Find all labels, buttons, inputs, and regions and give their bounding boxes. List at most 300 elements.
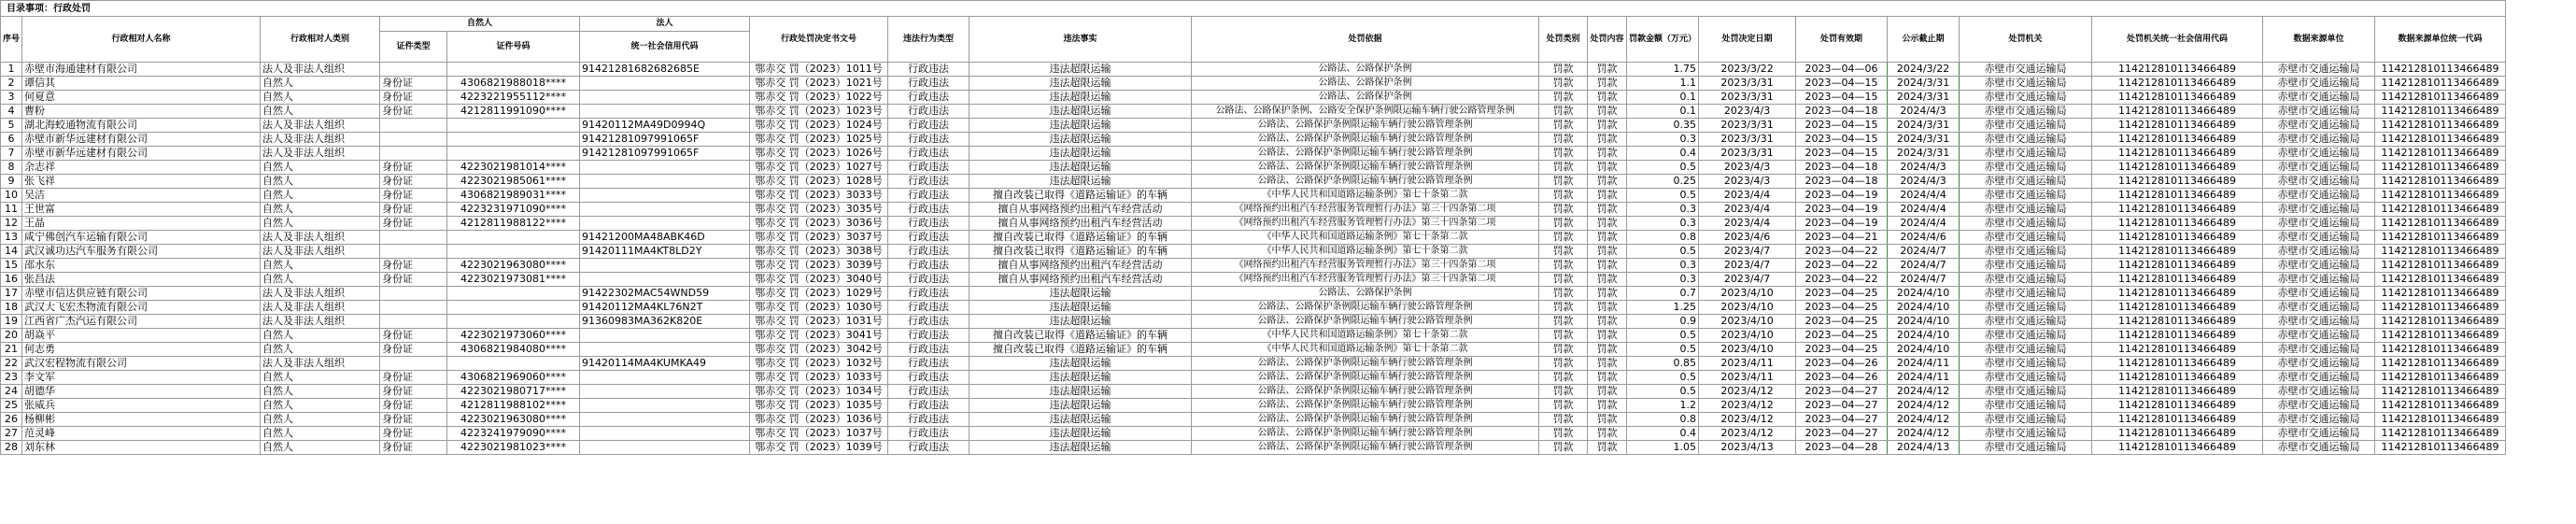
cell-valid-until[interactable]: 2023—04—15 (1796, 119, 1888, 133)
cell-authority[interactable]: 赤壁市交通运输局 (1960, 63, 2092, 77)
cell-id-type[interactable] (380, 357, 447, 371)
cell-authority-code[interactable]: 114212810113466489 (2092, 63, 2263, 77)
cell-public-deadline[interactable]: 2024/4/12 (1888, 413, 1960, 427)
cell-public-deadline[interactable]: 2024/4/3 (1888, 105, 1960, 119)
cell-fine-amount[interactable]: 0.5 (1627, 329, 1699, 343)
cell-violation-type[interactable]: 行政违法 (888, 259, 970, 273)
cell-decision-date[interactable]: 2023/4/6 (1699, 231, 1796, 245)
cell-authority[interactable]: 赤壁市交通运输局 (1960, 315, 2092, 329)
cell-fine-amount[interactable]: 0.35 (1627, 119, 1699, 133)
cell-basis[interactable]: 公路法、公路保护条例限运输车辆行驶公路管理条例 (1192, 147, 1539, 161)
cell-source-code[interactable]: 114212810113466489 (2375, 427, 2506, 441)
cell-valid-until[interactable]: 2023—04—15 (1796, 147, 1888, 161)
cell-penalty-category[interactable]: 罚款 (1539, 301, 1588, 315)
cell-party-type[interactable]: 自然人 (261, 441, 380, 455)
cell-seq[interactable]: 28 (1, 441, 22, 455)
cell-violation-type[interactable]: 行政违法 (888, 231, 970, 245)
cell-id-number[interactable]: 4306821984080**** (447, 343, 580, 357)
cell-party-type[interactable]: 自然人 (261, 399, 380, 413)
cell-authority-code[interactable]: 114212810113466489 (2092, 315, 2263, 329)
cell-seq[interactable]: 8 (1, 161, 22, 175)
cell-penalty-content[interactable]: 罚款 (1588, 315, 1627, 329)
cell-party-name[interactable]: 刘东林 (22, 441, 261, 455)
cell-id-type[interactable] (380, 231, 447, 245)
cell-penalty-category[interactable]: 罚款 (1539, 371, 1588, 385)
cell-party-type[interactable]: 自然人 (261, 217, 380, 231)
cell-id-number[interactable]: 4223241979090**** (447, 427, 580, 441)
cell-violation-fact[interactable]: 违法超限运输 (970, 399, 1192, 413)
cell-fine-amount[interactable]: 0.4 (1627, 427, 1699, 441)
cell-source-unit[interactable]: 赤壁市交通运输局 (2263, 329, 2375, 343)
cell-decision-no[interactable]: 鄂赤交 罚（2023）1023号 (750, 105, 888, 119)
cell-penalty-category[interactable]: 罚款 (1539, 287, 1588, 301)
cell-violation-type[interactable]: 行政违法 (888, 371, 970, 385)
cell-party-name[interactable]: 张昌法 (22, 273, 261, 287)
cell-violation-type[interactable]: 行政违法 (888, 301, 970, 315)
cell-source-code[interactable]: 114212810113466489 (2375, 371, 2506, 385)
cell-seq[interactable]: 14 (1, 245, 22, 259)
cell-penalty-category[interactable]: 罚款 (1539, 357, 1588, 371)
cell-id-number[interactable]: 4223021985061**** (447, 175, 580, 189)
cell-id-number[interactable] (447, 147, 580, 161)
cell-decision-no[interactable]: 鄂赤交 罚（2023）1030号 (750, 301, 888, 315)
cell-authority[interactable]: 赤壁市交通运输局 (1960, 91, 2092, 105)
cell-source-unit[interactable]: 赤壁市交通运输局 (2263, 357, 2375, 371)
cell-violation-fact[interactable]: 违法超限运输 (970, 427, 1192, 441)
cell-source-unit[interactable]: 赤壁市交通运输局 (2263, 287, 2375, 301)
cell-source-code[interactable]: 114212810113466489 (2375, 175, 2506, 189)
cell-violation-type[interactable]: 行政违法 (888, 119, 970, 133)
cell-party-type[interactable]: 法人及非法人组织 (261, 245, 380, 259)
cell-authority-code[interactable]: 114212810113466489 (2092, 105, 2263, 119)
cell-decision-no[interactable]: 鄂赤交 罚（2023）1031号 (750, 315, 888, 329)
cell-fine-amount[interactable]: 0.8 (1627, 231, 1699, 245)
cell-fine-amount[interactable]: 1.75 (1627, 63, 1699, 77)
cell-decision-date[interactable]: 2023/4/4 (1699, 217, 1796, 231)
cell-basis[interactable]: 《网络预约出租汽车经营服务管理暂行办法》第三十四条第二项 (1192, 259, 1539, 273)
cell-source-code[interactable]: 114212810113466489 (2375, 63, 2506, 77)
cell-credit-code[interactable] (580, 217, 750, 231)
cell-decision-date[interactable]: 2023/3/31 (1699, 147, 1796, 161)
cell-party-type[interactable]: 自然人 (261, 175, 380, 189)
cell-decision-date[interactable]: 2023/4/12 (1699, 413, 1796, 427)
cell-party-name[interactable]: 武汉宏程物流有限公司 (22, 357, 261, 371)
cell-penalty-category[interactable]: 罚款 (1539, 315, 1588, 329)
cell-valid-until[interactable]: 2023—04—28 (1796, 441, 1888, 455)
cell-fine-amount[interactable]: 0.5 (1627, 189, 1699, 203)
cell-valid-until[interactable]: 2023—04—26 (1796, 357, 1888, 371)
cell-decision-date[interactable]: 2023/4/3 (1699, 161, 1796, 175)
cell-valid-until[interactable]: 2023—04—22 (1796, 259, 1888, 273)
cell-source-unit[interactable]: 赤壁市交通运输局 (2263, 371, 2375, 385)
cell-party-name[interactable]: 邵水东 (22, 259, 261, 273)
cell-penalty-category[interactable]: 罚款 (1539, 133, 1588, 147)
cell-decision-date[interactable]: 2023/4/3 (1699, 175, 1796, 189)
cell-decision-no[interactable]: 鄂赤交 罚（2023）1011号 (750, 63, 888, 77)
cell-id-type[interactable]: 身份证 (380, 259, 447, 273)
cell-valid-until[interactable]: 2023—04—26 (1796, 371, 1888, 385)
cell-id-number[interactable]: 4223231971090**** (447, 203, 580, 217)
cell-id-number[interactable]: 4223021980717**** (447, 385, 580, 399)
cell-credit-code[interactable] (580, 203, 750, 217)
cell-decision-date[interactable]: 2023/4/10 (1699, 343, 1796, 357)
cell-source-unit[interactable]: 赤壁市交通运输局 (2263, 161, 2375, 175)
cell-basis[interactable]: 公路法、公路保护条例限运输车辆行驶公路管理条例 (1192, 119, 1539, 133)
cell-penalty-category[interactable]: 罚款 (1539, 329, 1588, 343)
cell-public-deadline[interactable]: 2024/4/3 (1888, 175, 1960, 189)
cell-decision-no[interactable]: 鄂赤交 罚（2023）1028号 (750, 175, 888, 189)
cell-authority[interactable]: 赤壁市交通运输局 (1960, 119, 2092, 133)
cell-authority[interactable]: 赤壁市交通运输局 (1960, 441, 2092, 455)
cell-id-type[interactable]: 身份证 (380, 189, 447, 203)
cell-fine-amount[interactable]: 0.5 (1627, 385, 1699, 399)
cell-penalty-content[interactable]: 罚款 (1588, 231, 1627, 245)
cell-penalty-content[interactable]: 罚款 (1588, 245, 1627, 259)
cell-source-unit[interactable]: 赤壁市交通运输局 (2263, 259, 2375, 273)
cell-id-type[interactable] (380, 245, 447, 259)
cell-decision-no[interactable]: 鄂赤交 罚（2023）3042号 (750, 343, 888, 357)
cell-valid-until[interactable]: 2023—04—15 (1796, 133, 1888, 147)
cell-violation-fact[interactable]: 违法超限运输 (970, 105, 1192, 119)
cell-source-code[interactable]: 114212810113466489 (2375, 259, 2506, 273)
cell-seq[interactable]: 3 (1, 91, 22, 105)
cell-decision-no[interactable]: 鄂赤交 罚（2023）1033号 (750, 371, 888, 385)
cell-penalty-category[interactable]: 罚款 (1539, 259, 1588, 273)
cell-basis[interactable]: 《中华人民共和国道路运输条例》第七十条第二款 (1192, 231, 1539, 245)
cell-source-unit[interactable]: 赤壁市交通运输局 (2263, 77, 2375, 91)
cell-public-deadline[interactable]: 2024/4/11 (1888, 357, 1960, 371)
cell-valid-until[interactable]: 2023—04—19 (1796, 203, 1888, 217)
cell-id-type[interactable]: 身份证 (380, 385, 447, 399)
cell-seq[interactable]: 10 (1, 189, 22, 203)
cell-id-type[interactable] (380, 301, 447, 315)
cell-decision-no[interactable]: 鄂赤交 罚（2023）3037号 (750, 231, 888, 245)
cell-fine-amount[interactable]: 1.05 (1627, 441, 1699, 455)
cell-violation-type[interactable]: 行政违法 (888, 175, 970, 189)
cell-valid-until[interactable]: 2023—04—18 (1796, 175, 1888, 189)
cell-penalty-content[interactable]: 罚款 (1588, 217, 1627, 231)
cell-violation-fact[interactable]: 擅自改装已取得《道路运输证》的车辆 (970, 245, 1192, 259)
cell-authority[interactable]: 赤壁市交通运输局 (1960, 259, 2092, 273)
cell-valid-until[interactable]: 2023—04—27 (1796, 399, 1888, 413)
cell-id-type[interactable]: 身份证 (380, 413, 447, 427)
cell-party-type[interactable]: 法人及非法人组织 (261, 147, 380, 161)
cell-authority-code[interactable]: 114212810113466489 (2092, 385, 2263, 399)
cell-public-deadline[interactable]: 2024/4/10 (1888, 329, 1960, 343)
cell-party-name[interactable]: 张威兵 (22, 399, 261, 413)
cell-credit-code[interactable]: 91360983MA362K820E (580, 315, 750, 329)
cell-source-unit[interactable]: 赤壁市交通运输局 (2263, 343, 2375, 357)
cell-valid-until[interactable]: 2023—04—06 (1796, 63, 1888, 77)
cell-credit-code[interactable] (580, 259, 750, 273)
cell-authority-code[interactable]: 114212810113466489 (2092, 371, 2263, 385)
cell-basis[interactable]: 《网络预约出租汽车经营服务管理暂行办法》第三十四条第二项 (1192, 203, 1539, 217)
cell-id-type[interactable]: 身份证 (380, 427, 447, 441)
cell-violation-fact[interactable]: 擅自改装已取得《道路运输证》的车辆 (970, 343, 1192, 357)
cell-decision-date[interactable]: 2023/3/31 (1699, 133, 1796, 147)
cell-public-deadline[interactable]: 2024/3/31 (1888, 91, 1960, 105)
cell-party-name[interactable]: 何夏意 (22, 91, 261, 105)
cell-seq[interactable]: 20 (1, 329, 22, 343)
cell-credit-code[interactable] (580, 441, 750, 455)
cell-id-number[interactable] (447, 119, 580, 133)
cell-authority[interactable]: 赤壁市交通运输局 (1960, 301, 2092, 315)
cell-id-number[interactable]: 4212811988122**** (447, 217, 580, 231)
cell-party-name[interactable]: 何志勇 (22, 343, 261, 357)
cell-source-code[interactable]: 114212810113466489 (2375, 231, 2506, 245)
cell-source-code[interactable]: 114212810113466489 (2375, 161, 2506, 175)
cell-valid-until[interactable]: 2023—04—21 (1796, 231, 1888, 245)
cell-basis[interactable]: 公路法、公路保护条例限运输车辆行驶公路管理条例 (1192, 357, 1539, 371)
cell-penalty-content[interactable]: 罚款 (1588, 329, 1627, 343)
cell-decision-date[interactable]: 2023/4/13 (1699, 441, 1796, 455)
cell-authority[interactable]: 赤壁市交通运输局 (1960, 217, 2092, 231)
cell-decision-date[interactable]: 2023/3/31 (1699, 77, 1796, 91)
cell-public-deadline[interactable]: 2024/4/11 (1888, 371, 1960, 385)
cell-source-unit[interactable]: 赤壁市交通运输局 (2263, 91, 2375, 105)
cell-penalty-category[interactable]: 罚款 (1539, 217, 1588, 231)
cell-party-name[interactable]: 吴洁 (22, 189, 261, 203)
cell-basis[interactable]: 公路法、公路保护条例限运输车辆行驶公路管理条例 (1192, 427, 1539, 441)
cell-violation-fact[interactable]: 擅自改装已取得《道路运输证》的车辆 (970, 189, 1192, 203)
cell-violation-type[interactable]: 行政违法 (888, 315, 970, 329)
cell-fine-amount[interactable]: 0.85 (1627, 357, 1699, 371)
cell-valid-until[interactable]: 2023—04—15 (1796, 91, 1888, 105)
cell-penalty-content[interactable]: 罚款 (1588, 427, 1627, 441)
cell-violation-fact[interactable]: 违法超限运输 (970, 301, 1192, 315)
cell-fine-amount[interactable]: 0.3 (1627, 203, 1699, 217)
cell-source-unit[interactable]: 赤壁市交通运输局 (2263, 175, 2375, 189)
cell-violation-type[interactable]: 行政违法 (888, 399, 970, 413)
cell-violation-fact[interactable]: 违法超限运输 (970, 385, 1192, 399)
cell-penalty-category[interactable]: 罚款 (1539, 399, 1588, 413)
cell-seq[interactable]: 5 (1, 119, 22, 133)
cell-credit-code[interactable] (580, 91, 750, 105)
cell-party-type[interactable]: 法人及非法人组织 (261, 231, 380, 245)
cell-violation-fact[interactable]: 擅自从事网络预约出租汽车经营活动 (970, 217, 1192, 231)
cell-violation-type[interactable]: 行政违法 (888, 63, 970, 77)
cell-source-unit[interactable]: 赤壁市交通运输局 (2263, 203, 2375, 217)
cell-source-code[interactable]: 114212810113466489 (2375, 105, 2506, 119)
cell-violation-type[interactable]: 行政违法 (888, 427, 970, 441)
cell-party-name[interactable]: 江西省广杰汽运有限公司 (22, 315, 261, 329)
cell-credit-code[interactable]: 91421281097991065F (580, 147, 750, 161)
cell-source-unit[interactable]: 赤壁市交通运输局 (2263, 385, 2375, 399)
cell-penalty-content[interactable]: 罚款 (1588, 273, 1627, 287)
cell-violation-fact[interactable]: 违法超限运输 (970, 413, 1192, 427)
cell-credit-code[interactable] (580, 371, 750, 385)
cell-basis[interactable]: 公路法、公路保护条例 (1192, 287, 1539, 301)
cell-party-type[interactable]: 自然人 (261, 413, 380, 427)
cell-credit-code[interactable] (580, 399, 750, 413)
cell-basis[interactable]: 《中华人民共和国道路运输条例》第七十条第二款 (1192, 329, 1539, 343)
cell-id-type[interactable]: 身份证 (380, 203, 447, 217)
cell-id-type[interactable]: 身份证 (380, 329, 447, 343)
cell-authority[interactable]: 赤壁市交通运输局 (1960, 343, 2092, 357)
cell-authority[interactable]: 赤壁市交通运输局 (1960, 77, 2092, 91)
cell-basis[interactable]: 公路法、公路保护条例、公路安全保护条例限运输车辆行驶公路管理条例 (1192, 105, 1539, 119)
cell-fine-amount[interactable]: 0.25 (1627, 175, 1699, 189)
cell-id-number[interactable]: 4212811988102**** (447, 399, 580, 413)
cell-authority[interactable]: 赤壁市交通运输局 (1960, 161, 2092, 175)
cell-authority-code[interactable]: 114212810113466489 (2092, 301, 2263, 315)
cell-authority-code[interactable]: 114212810113466489 (2092, 399, 2263, 413)
cell-credit-code[interactable] (580, 329, 750, 343)
cell-decision-no[interactable]: 鄂赤交 罚（2023）3036号 (750, 217, 888, 231)
cell-basis[interactable]: 《中华人民共和国道路运输条例》第七十条第二款 (1192, 245, 1539, 259)
cell-credit-code[interactable]: 91420112MA49D0994Q (580, 119, 750, 133)
cell-source-unit[interactable]: 赤壁市交通运输局 (2263, 231, 2375, 245)
cell-fine-amount[interactable]: 0.4 (1627, 147, 1699, 161)
cell-public-deadline[interactable]: 2024/3/31 (1888, 133, 1960, 147)
cell-violation-fact[interactable]: 违法超限运输 (970, 133, 1192, 147)
cell-party-name[interactable]: 武汉诚功达汽车服务有限公司 (22, 245, 261, 259)
cell-id-number[interactable]: 4223021981014**** (447, 161, 580, 175)
cell-penalty-content[interactable]: 罚款 (1588, 77, 1627, 91)
cell-violation-fact[interactable]: 违法超限运输 (970, 357, 1192, 371)
cell-party-name[interactable]: 武汉大飞宏杰物流有限公司 (22, 301, 261, 315)
cell-source-code[interactable]: 114212810113466489 (2375, 147, 2506, 161)
cell-credit-code[interactable] (580, 105, 750, 119)
cell-penalty-category[interactable]: 罚款 (1539, 385, 1588, 399)
cell-source-code[interactable]: 114212810113466489 (2375, 413, 2506, 427)
cell-authority[interactable]: 赤壁市交通运输局 (1960, 147, 2092, 161)
cell-fine-amount[interactable]: 0.1 (1627, 91, 1699, 105)
cell-decision-no[interactable]: 鄂赤交 罚（2023）1036号 (750, 413, 888, 427)
cell-decision-no[interactable]: 鄂赤交 罚（2023）1029号 (750, 287, 888, 301)
cell-source-code[interactable]: 114212810113466489 (2375, 133, 2506, 147)
cell-basis[interactable]: 《中华人民共和国道路运输条例》第七十条第二款 (1192, 189, 1539, 203)
cell-source-unit[interactable]: 赤壁市交通运输局 (2263, 301, 2375, 315)
cell-party-type[interactable]: 自然人 (261, 371, 380, 385)
cell-authority[interactable]: 赤壁市交通运输局 (1960, 133, 2092, 147)
cell-source-code[interactable]: 114212810113466489 (2375, 119, 2506, 133)
cell-violation-fact[interactable]: 违法超限运输 (970, 63, 1192, 77)
cell-fine-amount[interactable]: 0.3 (1627, 259, 1699, 273)
cell-credit-code[interactable] (580, 189, 750, 203)
cell-fine-amount[interactable]: 0.5 (1627, 371, 1699, 385)
cell-authority[interactable]: 赤壁市交通运输局 (1960, 203, 2092, 217)
cell-id-type[interactable]: 身份证 (380, 217, 447, 231)
cell-penalty-category[interactable]: 罚款 (1539, 175, 1588, 189)
cell-fine-amount[interactable]: 1.25 (1627, 301, 1699, 315)
cell-id-number[interactable]: 4223021973081**** (447, 273, 580, 287)
cell-violation-type[interactable]: 行政违法 (888, 245, 970, 259)
cell-violation-type[interactable]: 行政违法 (888, 385, 970, 399)
cell-decision-date[interactable]: 2023/4/4 (1699, 203, 1796, 217)
cell-public-deadline[interactable]: 2024/4/7 (1888, 245, 1960, 259)
cell-seq[interactable]: 2 (1, 77, 22, 91)
cell-party-name[interactable]: 胡焱平 (22, 329, 261, 343)
cell-party-type[interactable]: 法人及非法人组织 (261, 119, 380, 133)
cell-decision-date[interactable]: 2023/4/7 (1699, 259, 1796, 273)
cell-public-deadline[interactable]: 2024/4/10 (1888, 301, 1960, 315)
cell-violation-fact[interactable]: 违法超限运输 (970, 161, 1192, 175)
cell-violation-fact[interactable]: 违法超限运输 (970, 77, 1192, 91)
cell-seq[interactable]: 23 (1, 371, 22, 385)
cell-penalty-category[interactable]: 罚款 (1539, 119, 1588, 133)
cell-source-code[interactable]: 114212810113466489 (2375, 189, 2506, 203)
cell-party-type[interactable]: 自然人 (261, 273, 380, 287)
cell-penalty-content[interactable]: 罚款 (1588, 119, 1627, 133)
cell-source-code[interactable]: 114212810113466489 (2375, 91, 2506, 105)
cell-decision-date[interactable]: 2023/4/7 (1699, 273, 1796, 287)
cell-public-deadline[interactable]: 2024/4/10 (1888, 287, 1960, 301)
cell-party-type[interactable]: 自然人 (261, 427, 380, 441)
cell-seq[interactable]: 27 (1, 427, 22, 441)
cell-party-name[interactable]: 湖北海蛟通物流有限公司 (22, 119, 261, 133)
cell-penalty-content[interactable]: 罚款 (1588, 147, 1627, 161)
cell-fine-amount[interactable]: 0.3 (1627, 217, 1699, 231)
cell-authority-code[interactable]: 114212810113466489 (2092, 203, 2263, 217)
cell-public-deadline[interactable]: 2024/4/7 (1888, 273, 1960, 287)
cell-party-name[interactable]: 赤壁市海通建材有限公司 (22, 63, 261, 77)
cell-penalty-category[interactable]: 罚款 (1539, 77, 1588, 91)
cell-source-code[interactable]: 114212810113466489 (2375, 315, 2506, 329)
cell-credit-code[interactable]: 91420114MA4KUMKA49 (580, 357, 750, 371)
cell-penalty-content[interactable]: 罚款 (1588, 189, 1627, 203)
cell-penalty-category[interactable]: 罚款 (1539, 105, 1588, 119)
cell-source-code[interactable]: 114212810113466489 (2375, 357, 2506, 371)
cell-party-type[interactable]: 法人及非法人组织 (261, 63, 380, 77)
cell-public-deadline[interactable]: 2024/3/31 (1888, 147, 1960, 161)
cell-authority-code[interactable]: 114212810113466489 (2092, 413, 2263, 427)
cell-source-code[interactable]: 114212810113466489 (2375, 217, 2506, 231)
cell-party-name[interactable]: 王世富 (22, 203, 261, 217)
cell-source-unit[interactable]: 赤壁市交通运输局 (2263, 441, 2375, 455)
cell-violation-fact[interactable]: 擅自从事网络预约出租汽车经营活动 (970, 259, 1192, 273)
cell-party-name[interactable]: 咸宁佛创汽车运输有限公司 (22, 231, 261, 245)
cell-penalty-category[interactable]: 罚款 (1539, 189, 1588, 203)
cell-id-number[interactable] (447, 245, 580, 259)
cell-fine-amount[interactable]: 0.7 (1627, 287, 1699, 301)
cell-penalty-content[interactable]: 罚款 (1588, 91, 1627, 105)
cell-id-type[interactable] (380, 147, 447, 161)
cell-authority[interactable]: 赤壁市交通运输局 (1960, 175, 2092, 189)
cell-party-name[interactable]: 杨柳彬 (22, 413, 261, 427)
cell-seq[interactable]: 4 (1, 105, 22, 119)
cell-source-unit[interactable]: 赤壁市交通运输局 (2263, 63, 2375, 77)
cell-decision-date[interactable]: 2023/4/12 (1699, 399, 1796, 413)
cell-valid-until[interactable]: 2023—04—18 (1796, 105, 1888, 119)
cell-violation-fact[interactable]: 违法超限运输 (970, 315, 1192, 329)
cell-fine-amount[interactable]: 0.5 (1627, 245, 1699, 259)
cell-penalty-content[interactable]: 罚款 (1588, 441, 1627, 455)
cell-fine-amount[interactable]: 0.9 (1627, 315, 1699, 329)
cell-decision-no[interactable]: 鄂赤交 罚（2023）1039号 (750, 441, 888, 455)
cell-authority-code[interactable]: 114212810113466489 (2092, 119, 2263, 133)
cell-id-type[interactable]: 身份证 (380, 371, 447, 385)
cell-source-code[interactable]: 114212810113466489 (2375, 203, 2506, 217)
cell-id-type[interactable] (380, 287, 447, 301)
cell-id-number[interactable] (447, 287, 580, 301)
cell-penalty-content[interactable]: 罚款 (1588, 371, 1627, 385)
cell-violation-fact[interactable]: 违法超限运输 (970, 175, 1192, 189)
cell-authority-code[interactable]: 114212810113466489 (2092, 217, 2263, 231)
cell-penalty-content[interactable]: 罚款 (1588, 175, 1627, 189)
cell-party-type[interactable]: 自然人 (261, 161, 380, 175)
cell-seq[interactable]: 7 (1, 147, 22, 161)
cell-decision-date[interactable]: 2023/4/10 (1699, 315, 1796, 329)
cell-party-type[interactable]: 自然人 (261, 189, 380, 203)
cell-penalty-content[interactable]: 罚款 (1588, 357, 1627, 371)
cell-decision-date[interactable]: 2023/3/31 (1699, 119, 1796, 133)
cell-violation-fact[interactable]: 擅自从事网络预约出租汽车经营活动 (970, 203, 1192, 217)
cell-decision-date[interactable]: 2023/4/12 (1699, 385, 1796, 399)
cell-source-unit[interactable]: 赤壁市交通运输局 (2263, 119, 2375, 133)
cell-violation-type[interactable]: 行政违法 (888, 147, 970, 161)
cell-source-code[interactable]: 114212810113466489 (2375, 385, 2506, 399)
